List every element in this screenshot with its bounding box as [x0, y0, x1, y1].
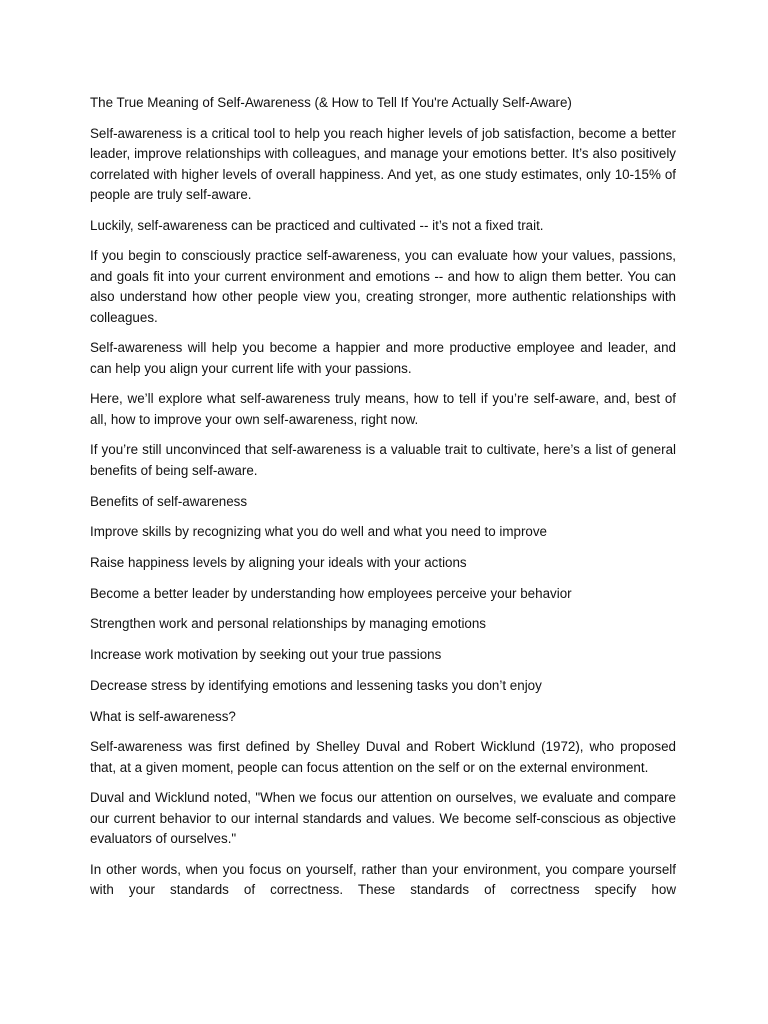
paragraph: If you begin to consciously practice self-awareness, you can evaluate how your values, passions, and goals fit into your current environment and emotions -- and how to align them better. You can also understand how other people view you, creating stronger, more authentic relationships with colleagues.: [90, 248, 676, 325]
section-heading: What is self-awareness?: [90, 708, 236, 724]
document-page: [90, 93, 676, 911]
paragraph: Luckily, self-awareness can be practiced and cultivated -- it’s not a fixed trait.: [90, 217, 544, 233]
benefits-heading: Benefits of self-awareness: [90, 493, 248, 509]
benefit-item: Become a better leader by understanding how employees perceive your behavior: [90, 585, 572, 601]
paragraph: If you’re still unconvinced that self-awareness is a valuable trait to cultivate, here’s a list of general benefits of being self-aware.: [90, 442, 676, 478]
paragraph: Self-awareness was first defined by Shelley Duval and Robert Wicklund (1972), who proposed that, at a given moment, people can focus attention on the self or on the external environment.: [90, 739, 676, 775]
paragraph: Self-awareness is a critical tool to help you reach higher levels of job satisfaction, become a better leader, improve relationships with colleagues, and manage your emotions better. It’s also positively correlated with higher levels of overall happiness. And yet, as one study estimates, only 10-15% of people are truly self-aware.: [90, 125, 676, 202]
paragraph: In other words, when you focus on yourself, rather than your environment, you compare yourself with your standards of correctness. These standards of correctness specify how: [90, 861, 676, 898]
benefit-item: Raise happiness levels by aligning your ideals with your actions: [90, 554, 467, 570]
benefit-item: Increase work motivation by seeking out your true passions: [90, 647, 442, 663]
paragraph: Here, we’ll explore what self-awareness truly means, how to tell if you’re self-aware, and, best of all, how to improve your own self-awareness, right now.: [90, 391, 676, 427]
benefit-item: Improve skills by recognizing what you do well and what you need to improve: [90, 524, 548, 540]
document-title: The True Meaning of Self-Awareness (& How to Tell If You're Actually Self-Aware): [90, 95, 572, 110]
benefit-item: Decrease stress by identifying emotions and lessening tasks you don’t enjoy: [90, 677, 542, 693]
paragraph: Self-awareness will help you become a happier and more productive employee and leader, and can help you align your current life with your passions.: [90, 340, 676, 376]
benefit-item: Strengthen work and personal relationships by managing emotions: [90, 616, 487, 632]
paragraph: Duval and Wicklund noted, "When we focus our attention on ourselves, we evaluate and compare our current behavior to our internal standards and values. We become self-conscious as objective evaluators of ourselves.": [90, 790, 676, 847]
